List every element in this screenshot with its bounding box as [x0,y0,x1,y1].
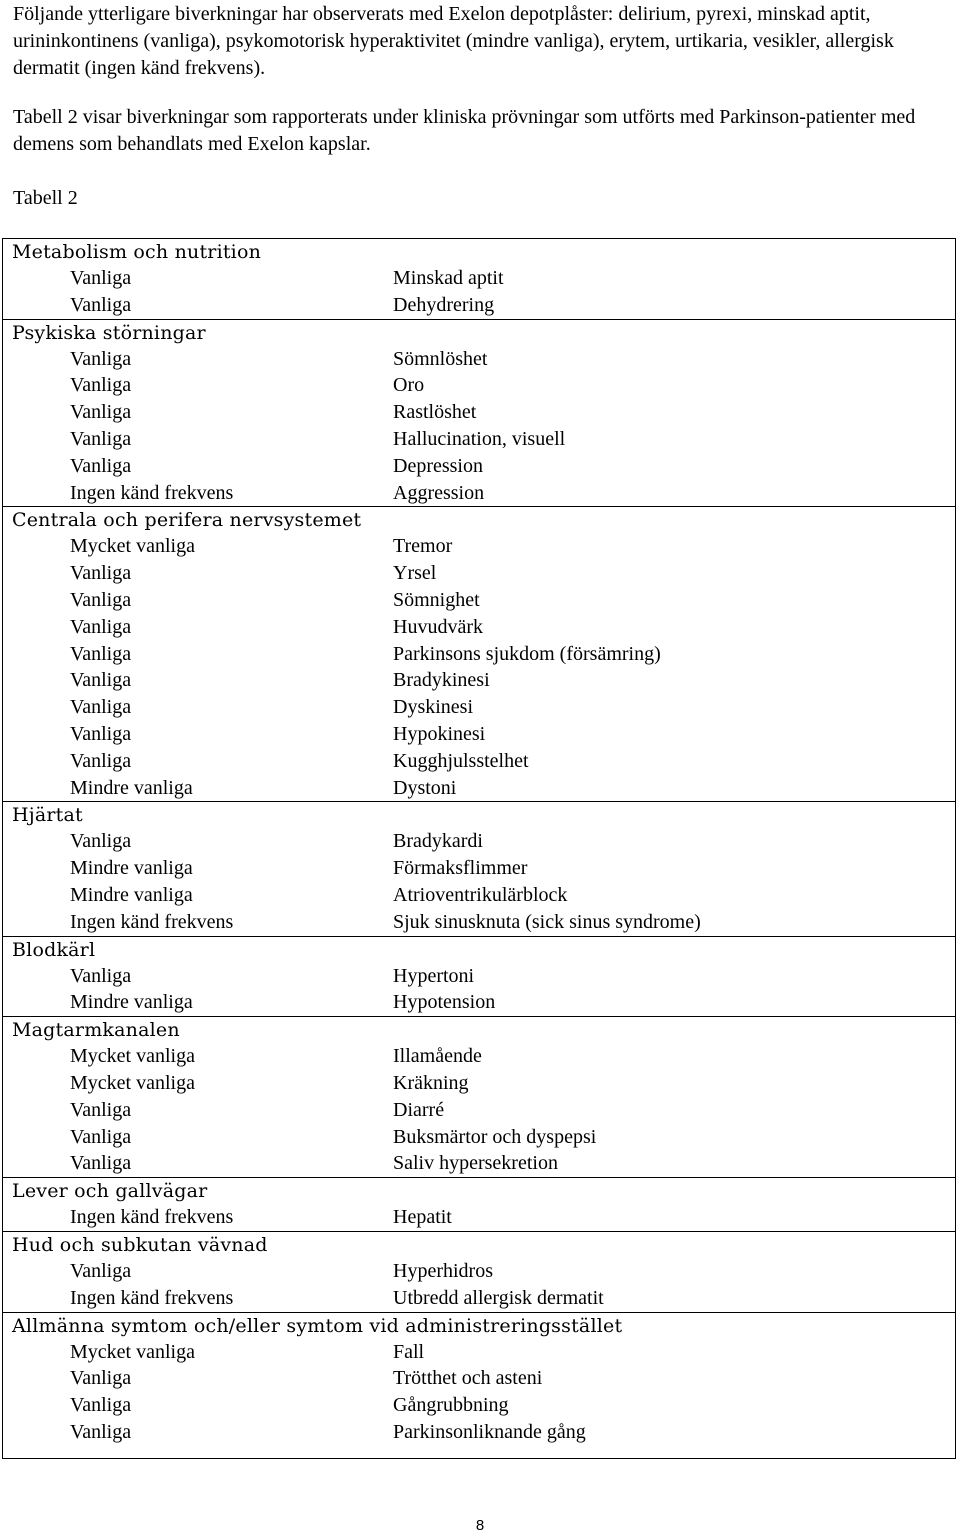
frequency-cell: Vanliga [70,427,132,450]
effect-cell: Parkinsonliknande gång [393,1420,586,1443]
table-row [3,748,955,775]
section-title: Metabolism och nutrition [12,241,262,263]
frequency-cell: Vanliga [70,830,132,853]
intro-paragraph-2: Tabell 2 visar biverkningar som rapporterats under kliniska prövningar som utförts med Parkinson-patienter med demens som behandlats med Exelon kapslar. [13,106,916,155]
frequency-cell: Mindre vanliga [70,776,193,799]
table-row [3,1365,955,1392]
effect-cell: Hypertoni [393,964,475,987]
table-row [3,480,955,507]
table-row [3,1124,955,1151]
frequency-cell: Vanliga [70,669,132,692]
frequency-cell: Vanliga [70,1098,132,1121]
table-title: Tabell 2 [13,187,78,209]
frequency-cell: Ingen känd frekvens [70,481,234,504]
table-row [3,587,955,614]
effect-cell: Kräkning [393,1071,469,1094]
frequency-cell: Vanliga [70,749,132,772]
frequency-cell: Vanliga [70,1420,132,1443]
effect-cell: Saliv hypersekretion [393,1152,558,1175]
effect-cell: Hypokinesi [393,722,486,745]
table-row [3,614,955,641]
table-section [3,1178,955,1232]
effect-cell: Sjuk sinusknuta (sick sinus syndrome) [393,910,701,933]
table-row [3,989,955,1016]
effect-cell: Yrsel [393,562,437,585]
table-row [3,1419,955,1446]
effect-cell: Hepatit [393,1206,452,1229]
table-row [3,292,955,319]
effect-cell: Sömnighet [393,588,480,611]
effect-cell: Förmaksflimmer [393,857,528,880]
frequency-cell: Ingen känd frekvens [70,1206,234,1229]
frequency-cell: Mycket vanliga [70,1071,195,1094]
frequency-cell: Mindre vanliga [70,883,193,906]
table-row [3,1258,955,1285]
frequency-cell: Vanliga [70,454,132,477]
effect-cell: Aggression [393,481,485,504]
effect-cell: Bradykardi [393,830,483,853]
table-row [3,694,955,721]
table-row [3,855,955,882]
table-row [3,399,955,426]
table-row [3,882,955,909]
table-row [3,560,955,587]
section-title: Centrala och perifera nervsystemet [12,509,362,532]
frequency-cell: Mindre vanliga [70,991,193,1014]
section-title: Lever och gallvägar [12,1180,208,1203]
effect-cell: Hyperhidros [393,1259,493,1282]
frequency-cell: Vanliga [70,1152,132,1175]
table-section [3,239,955,320]
table-row [3,453,955,480]
frequency-cell: Vanliga [70,615,132,638]
effect-cell: Rastlöshet [393,401,477,424]
frequency-cell: Mindre vanliga [70,857,193,880]
table-row [3,1070,955,1097]
effect-cell: Atrioventrikulärblock [393,883,568,906]
effect-cell: Parkinsons sjukdom (försämring) [393,642,661,665]
table-row [3,346,955,373]
table-row [3,1043,955,1070]
table-row [3,1392,955,1419]
frequency-cell: Mycket vanliga [70,1340,195,1363]
table-row [3,265,955,292]
frequency-cell: Mycket vanliga [70,535,195,558]
effect-cell: Huvudvärk [393,615,483,638]
frequency-cell: Vanliga [70,588,132,611]
effect-cell: Diarré [393,1098,445,1121]
frequency-cell: Vanliga [70,1259,132,1282]
frequency-cell: Vanliga [70,1367,132,1390]
frequency-cell: Vanliga [70,722,132,745]
effect-cell: Bradykinesi [393,669,490,692]
table-row [3,1339,955,1366]
table-row [3,533,955,560]
frequency-cell: Vanliga [70,1394,132,1417]
table-row [3,641,955,668]
effect-cell: Gångrubbning [393,1394,509,1417]
section-title: Allmänna symtom och/eller symtom vid administreringsstället [12,1314,623,1337]
effect-cell: Trötthet och asteni [393,1367,543,1390]
table-section [3,320,955,508]
table-row [3,426,955,453]
table-section [3,507,955,802]
section-title: Magtarmkanalen [12,1019,180,1042]
effect-cell: Dyskinesi [393,696,473,719]
frequency-cell: Vanliga [70,964,132,987]
section-title: Hjärtat [12,804,83,827]
table-row [3,721,955,748]
intro-paragraph-1: Följande ytterligare biverkningar har observerats med Exelon depotplåster: delirium, pyrexi, minskad aptit, urininkontinens (vanliga), psykomotorisk hyperaktivitet (mindre vanliga), erytem, urtikaria, vesikler, allergisk dermatit (ingen känd frekvens). [13,3,894,79]
frequency-cell: Vanliga [70,696,132,719]
table-row [3,372,955,399]
effect-cell: Depression [393,454,483,477]
frequency-cell: Vanliga [70,374,132,397]
effect-cell: Hallucination, visuell [393,427,566,450]
frequency-cell: Mycket vanliga [70,1045,195,1068]
frequency-cell: Vanliga [70,401,132,424]
effect-cell: Illamående [393,1045,482,1068]
frequency-cell: Vanliga [70,1125,132,1148]
table-section [3,802,955,936]
frequency-cell: Ingen känd frekvens [70,910,234,933]
table-section [3,937,955,1018]
effect-cell: Kugghjulsstelhet [393,749,529,772]
table-row [3,909,955,936]
effect-cell: Utbredd allergisk dermatit [393,1286,604,1309]
effect-cell: Buksmärtor och dyspepsi [393,1125,597,1148]
effect-cell: Sömnlöshet [393,347,488,370]
table-section [3,1232,955,1313]
frequency-cell: Ingen känd frekvens [70,1286,234,1309]
table-row [3,1204,955,1231]
effect-cell: Oro [393,374,425,397]
table-row [3,828,955,855]
frequency-cell: Vanliga [70,293,132,316]
frequency-cell: Vanliga [70,642,132,665]
section-title: Hud och subkutan vävnad [12,1233,268,1256]
table-row [3,1097,955,1124]
page-number: 8 [475,1517,485,1534]
table-row [3,1285,955,1312]
effect-cell: Minskad aptit [393,267,504,289]
table-section [3,1313,955,1446]
table-row [3,667,955,694]
effect-cell: Dehydrering [393,293,495,316]
effect-cell: Fall [393,1340,425,1363]
effect-cell: Hypotension [393,991,496,1014]
table-section [3,1017,955,1178]
table-row [3,775,955,802]
effect-cell: Tremor [393,535,453,558]
effect-cell: Dystoni [393,776,457,799]
adverse-reactions-table [2,238,956,1459]
frequency-cell: Vanliga [70,267,132,289]
section-title: Blodkärl [12,938,96,961]
table-row [3,1150,955,1177]
frequency-cell: Vanliga [70,347,132,370]
table-row [3,963,955,990]
section-title: Psykiska störningar [12,321,206,344]
frequency-cell: Vanliga [70,562,132,585]
